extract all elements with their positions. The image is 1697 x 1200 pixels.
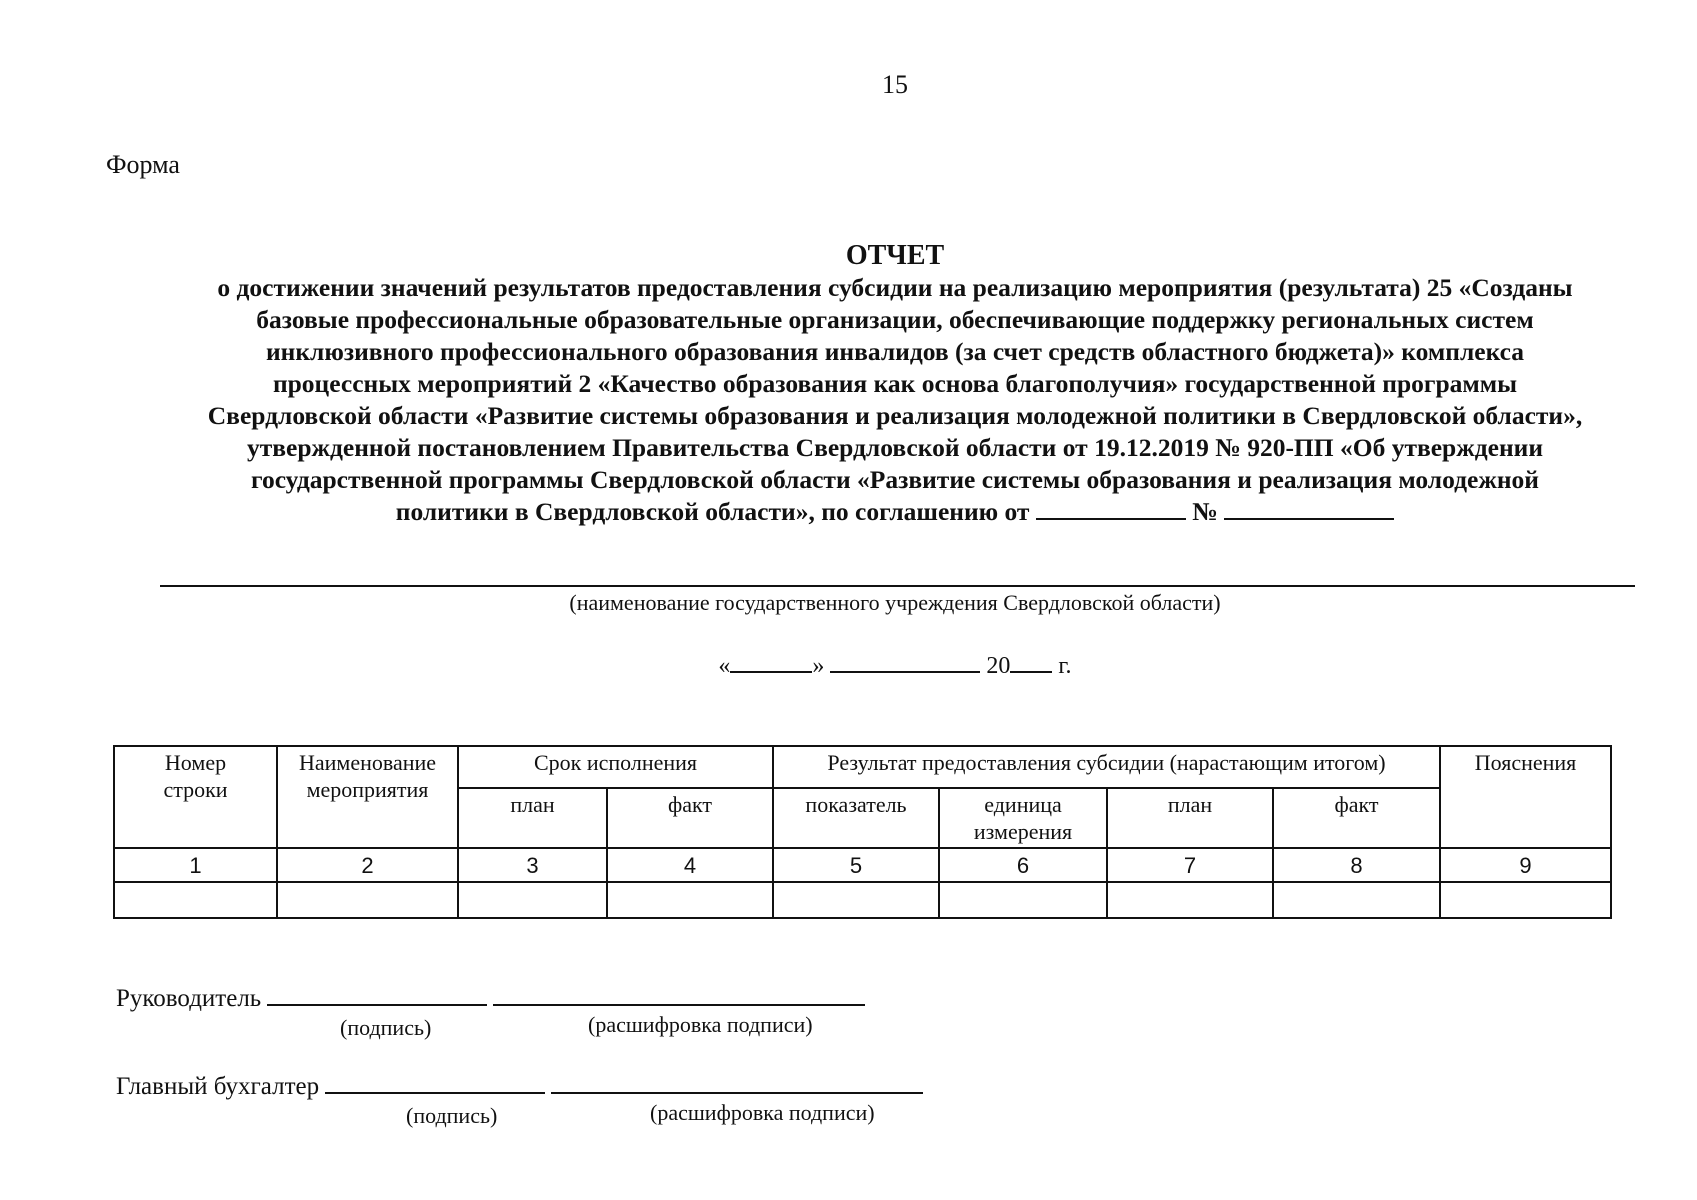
column-number: 6 — [939, 848, 1107, 882]
subtitle-last-text: политики в Свердловской области», по соглашению от — [395, 497, 1030, 526]
table-cell[interactable] — [773, 882, 939, 918]
table-row — [114, 882, 1611, 918]
table-cell[interactable] — [939, 882, 1107, 918]
column-number: 9 — [1440, 848, 1611, 882]
table-cell[interactable] — [458, 882, 607, 918]
date-close-quote: » — [812, 653, 825, 679]
table-cell[interactable] — [277, 882, 458, 918]
subtitle-line: утвержденной постановлением Правительства Свердловской области от 19.12.2019 № 920-ПП «Об утверждении — [246, 433, 1544, 462]
column-number: 8 — [1273, 848, 1440, 882]
head-decoding-caption: (расшифровка подписи) — [588, 1012, 813, 1037]
month-blank[interactable] — [830, 651, 980, 673]
header-indicator: показатель — [773, 788, 939, 848]
subtitle-line: инклюзивного профессионального образования инвалидов (за счет средств областного бюджета)» комплекса — [265, 337, 1525, 366]
subtitle-line: о достижении значений результатов предоставления субсидии на реализацию мероприятия (результата) 25 «Созданы — [217, 273, 1573, 302]
subtitle-line: базовые профессиональные образовательные организации, обеспечивающие поддержку региональных систем — [256, 305, 1534, 334]
column-number-row — [114, 848, 1611, 882]
header-deadline-plan: план — [458, 788, 607, 848]
header-text: Номер — [164, 750, 227, 775]
agreement-date-blank[interactable] — [1036, 496, 1186, 520]
header-notes: Пояснения — [1440, 746, 1611, 848]
number-sign: № — [1192, 497, 1218, 526]
column-number: 1 — [114, 848, 277, 882]
header-event-name — [277, 746, 458, 848]
table-cell[interactable] — [1273, 882, 1440, 918]
year-blank[interactable] — [1010, 651, 1052, 673]
head-signature-line — [116, 984, 865, 1013]
table-header-row — [114, 746, 1611, 788]
header-text: мероприятия — [306, 777, 429, 802]
head-decoding-blank[interactable] — [493, 984, 865, 1006]
report-table — [113, 745, 1612, 919]
subtitle-line: процессных мероприятий 2 «Качество образования как основа благополучия» государственной программы — [272, 369, 1518, 398]
header-deadline-fact: факт — [607, 788, 773, 848]
header-unit — [939, 788, 1107, 848]
form-label: Форма — [106, 150, 180, 179]
accountant-signature-blank[interactable] — [325, 1072, 545, 1094]
date-open-quote: « — [718, 653, 731, 679]
page-number: 15 — [882, 70, 908, 99]
header-text: единица — [984, 792, 1062, 817]
head-signature-caption: (подпись) — [340, 1015, 432, 1040]
accountant-decoding-blank[interactable] — [551, 1072, 923, 1094]
header-result: Результат предоставления субсидии (нарастающим итогом) — [773, 746, 1440, 788]
accountant-signature-caption: (подпись) — [406, 1103, 498, 1128]
organization-caption: (наименование государственного учреждения Свердловской области) — [569, 590, 1221, 615]
head-role-label: Руководитель — [116, 985, 262, 1012]
report-subtitle — [110, 272, 1680, 528]
agreement-number-blank[interactable] — [1224, 496, 1394, 520]
organization-name-line[interactable] — [160, 585, 1635, 587]
head-signature-blank[interactable] — [267, 984, 487, 1006]
accountant-role-label: Главный бухгалтер — [116, 1073, 320, 1100]
header-text: строки — [163, 777, 228, 802]
subtitle-line-last — [110, 496, 1680, 528]
table-cell[interactable] — [607, 882, 773, 918]
accountant-decoding-caption: (расшифровка подписи) — [650, 1100, 875, 1125]
header-text: измерения — [973, 819, 1073, 844]
column-number: 7 — [1107, 848, 1273, 882]
table-cell[interactable] — [1107, 882, 1273, 918]
accountant-signature-line — [116, 1072, 923, 1101]
column-number: 4 — [607, 848, 773, 882]
column-number: 3 — [458, 848, 607, 882]
header-deadline: Срок исполнения — [458, 746, 773, 788]
subtitle-line: государственной программы Свердловской области «Развитие системы образования и реализация молодежной — [251, 465, 1539, 494]
table-cell[interactable] — [114, 882, 277, 918]
header-row-number — [114, 746, 277, 848]
header-result-fact: факт — [1273, 788, 1440, 848]
header-text: Наименование — [298, 750, 437, 775]
column-number: 5 — [773, 848, 939, 882]
subtitle-line: Свердловской области «Развитие системы образования и реализация молодежной политики в Свердловской области», — [207, 401, 1583, 430]
report-date — [0, 651, 1697, 680]
header-result-plan: план — [1107, 788, 1273, 848]
year-suffix: г. — [1058, 653, 1072, 679]
table-cell[interactable] — [1440, 882, 1611, 918]
report-title: ОТЧЕТ — [845, 240, 945, 271]
year-prefix: 20 — [986, 653, 1011, 679]
column-number: 2 — [277, 848, 458, 882]
day-blank[interactable] — [730, 651, 812, 673]
